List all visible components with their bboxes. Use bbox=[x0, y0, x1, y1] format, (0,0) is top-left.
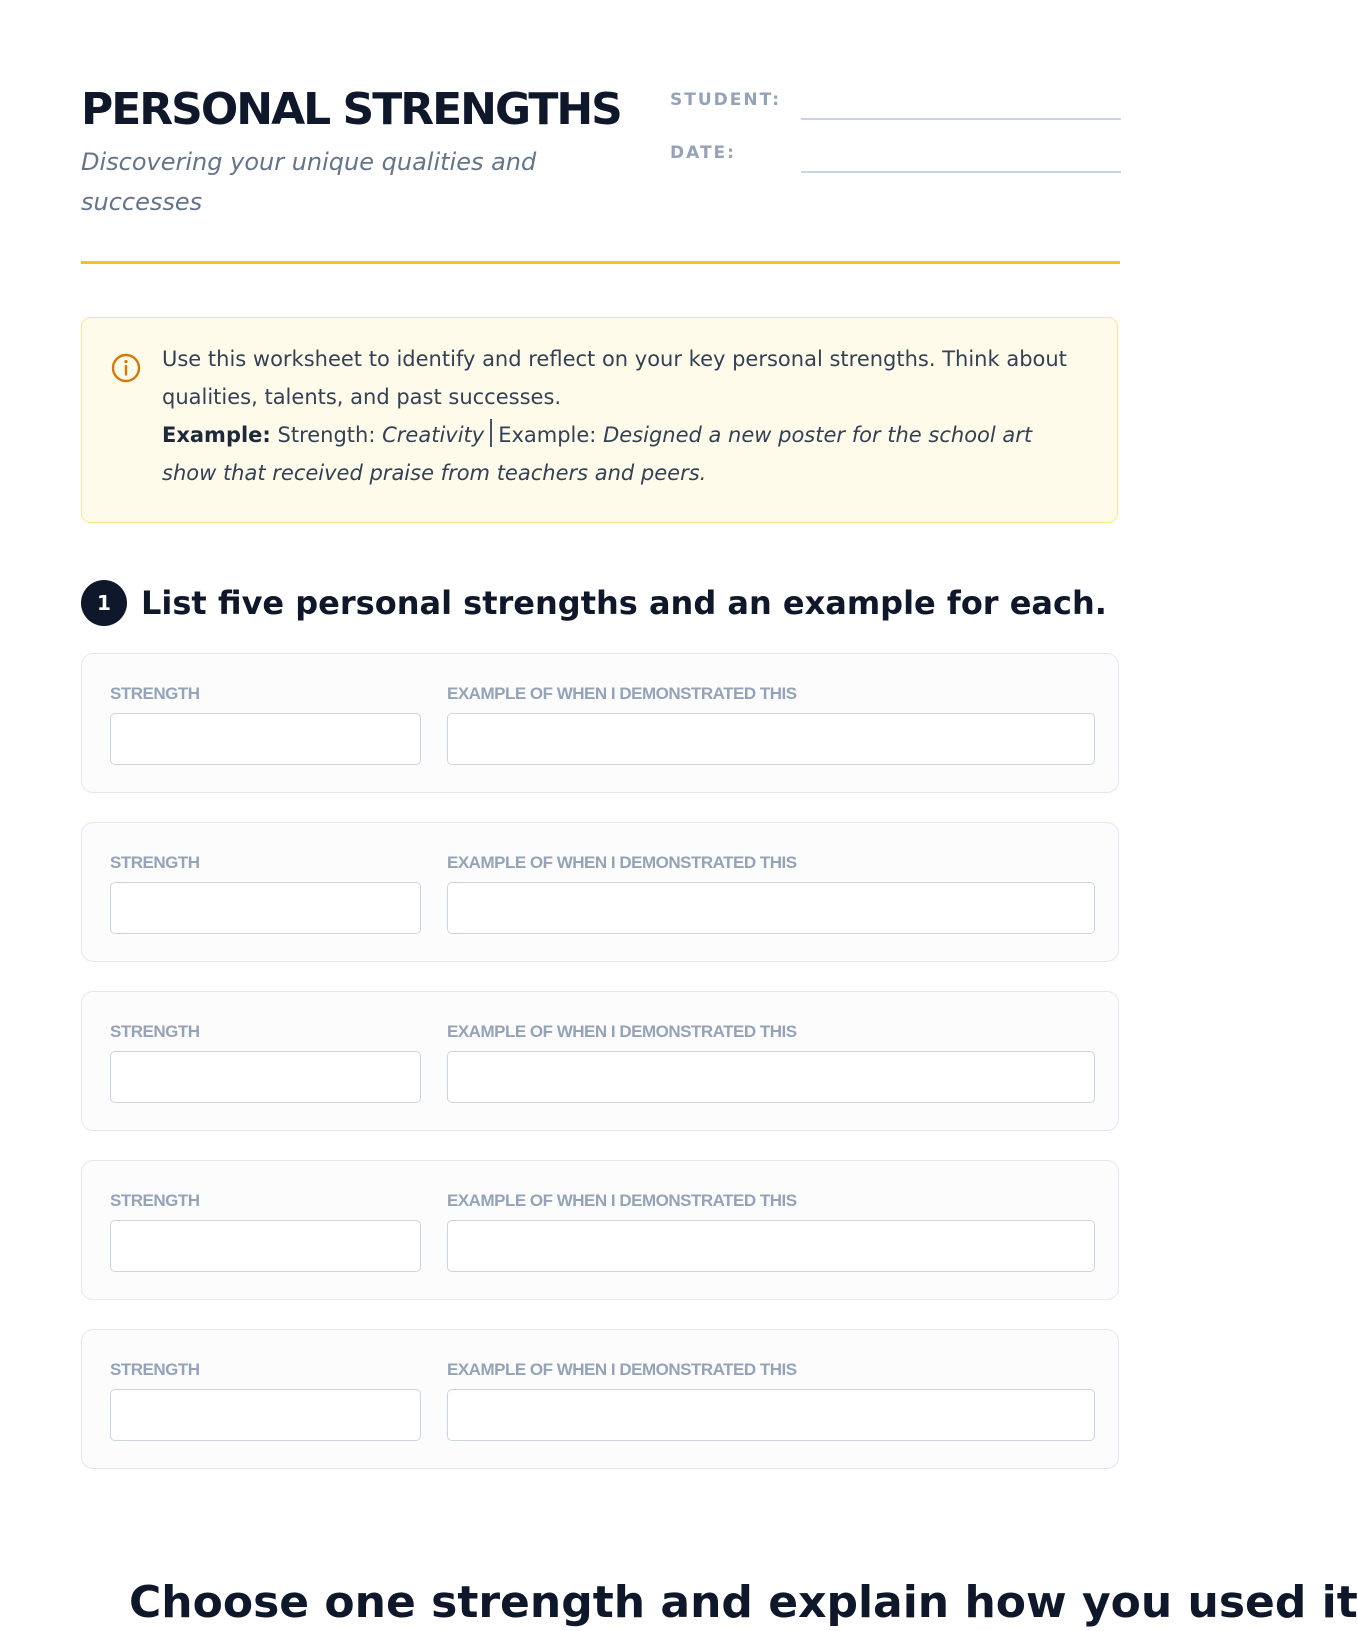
date-line[interactable] bbox=[801, 171, 1121, 173]
strength-prefix: Strength: bbox=[277, 423, 376, 447]
student-label: STUDENT: bbox=[670, 90, 782, 110]
instructions-text bbox=[162, 340, 1082, 492]
page-title: PERSONAL STRENGTHS bbox=[81, 84, 621, 135]
strength-label: STRENGTH bbox=[110, 1022, 200, 1041]
strength-label: STRENGTH bbox=[110, 1191, 200, 1210]
strength-entry-card bbox=[81, 653, 1119, 793]
strength-input[interactable] bbox=[110, 1389, 421, 1441]
strength-label: STRENGTH bbox=[110, 853, 200, 872]
strength-example-value: Creativity bbox=[382, 423, 485, 447]
example-label: EXAMPLE OF WHEN I DEMONSTRATED THIS bbox=[447, 1022, 797, 1041]
strength-label: STRENGTH bbox=[110, 684, 200, 703]
example-input[interactable] bbox=[447, 1051, 1095, 1103]
separator bbox=[490, 419, 492, 447]
example-label: EXAMPLE OF WHEN I DEMONSTRATED THIS bbox=[447, 684, 797, 703]
example-label: EXAMPLE OF WHEN I DEMONSTRATED THIS bbox=[447, 853, 797, 872]
info-circle-icon bbox=[110, 352, 142, 384]
page-subtitle: Discovering your unique qualities and successes bbox=[81, 148, 537, 216]
section-2-title: Choose one strength and explain how you used it bbox=[129, 1577, 1358, 1628]
strength-entry-card bbox=[81, 991, 1119, 1131]
example-input[interactable] bbox=[447, 1220, 1095, 1272]
example-input[interactable] bbox=[447, 1389, 1095, 1441]
strength-input[interactable] bbox=[110, 1051, 421, 1103]
worksheet-header bbox=[81, 82, 1120, 262]
strength-label: STRENGTH bbox=[110, 1360, 200, 1379]
strength-entry-card bbox=[81, 1160, 1119, 1300]
date-label: DATE: bbox=[670, 143, 736, 163]
strength-input[interactable] bbox=[110, 1220, 421, 1272]
strength-entry-card bbox=[81, 822, 1119, 962]
instructions-intro: Use this worksheet to identify and reflect on your key personal strengths. Think about qualities, talents, and past successes. bbox=[162, 347, 1067, 409]
section-number-badge: 1 bbox=[81, 580, 127, 626]
example-label: EXAMPLE OF WHEN I DEMONSTRATED THIS bbox=[447, 1191, 797, 1210]
example-prefix: Example: bbox=[498, 423, 597, 447]
example-label: EXAMPLE OF WHEN I DEMONSTRATED THIS bbox=[447, 1360, 797, 1379]
section-1-title: List five personal strengths and an example for each. bbox=[141, 584, 1107, 622]
example-value: Designed a new poster for the school art show that received praise from teachers and peers. bbox=[162, 423, 1033, 485]
instructions-box bbox=[81, 317, 1118, 523]
example-input[interactable] bbox=[447, 713, 1095, 765]
header-divider bbox=[81, 261, 1120, 264]
strength-entry-card bbox=[81, 1329, 1119, 1469]
example-label: Example: bbox=[162, 423, 271, 447]
strength-input[interactable] bbox=[110, 882, 421, 934]
strength-input[interactable] bbox=[110, 713, 421, 765]
example-input[interactable] bbox=[447, 882, 1095, 934]
student-name-line[interactable] bbox=[801, 118, 1121, 120]
